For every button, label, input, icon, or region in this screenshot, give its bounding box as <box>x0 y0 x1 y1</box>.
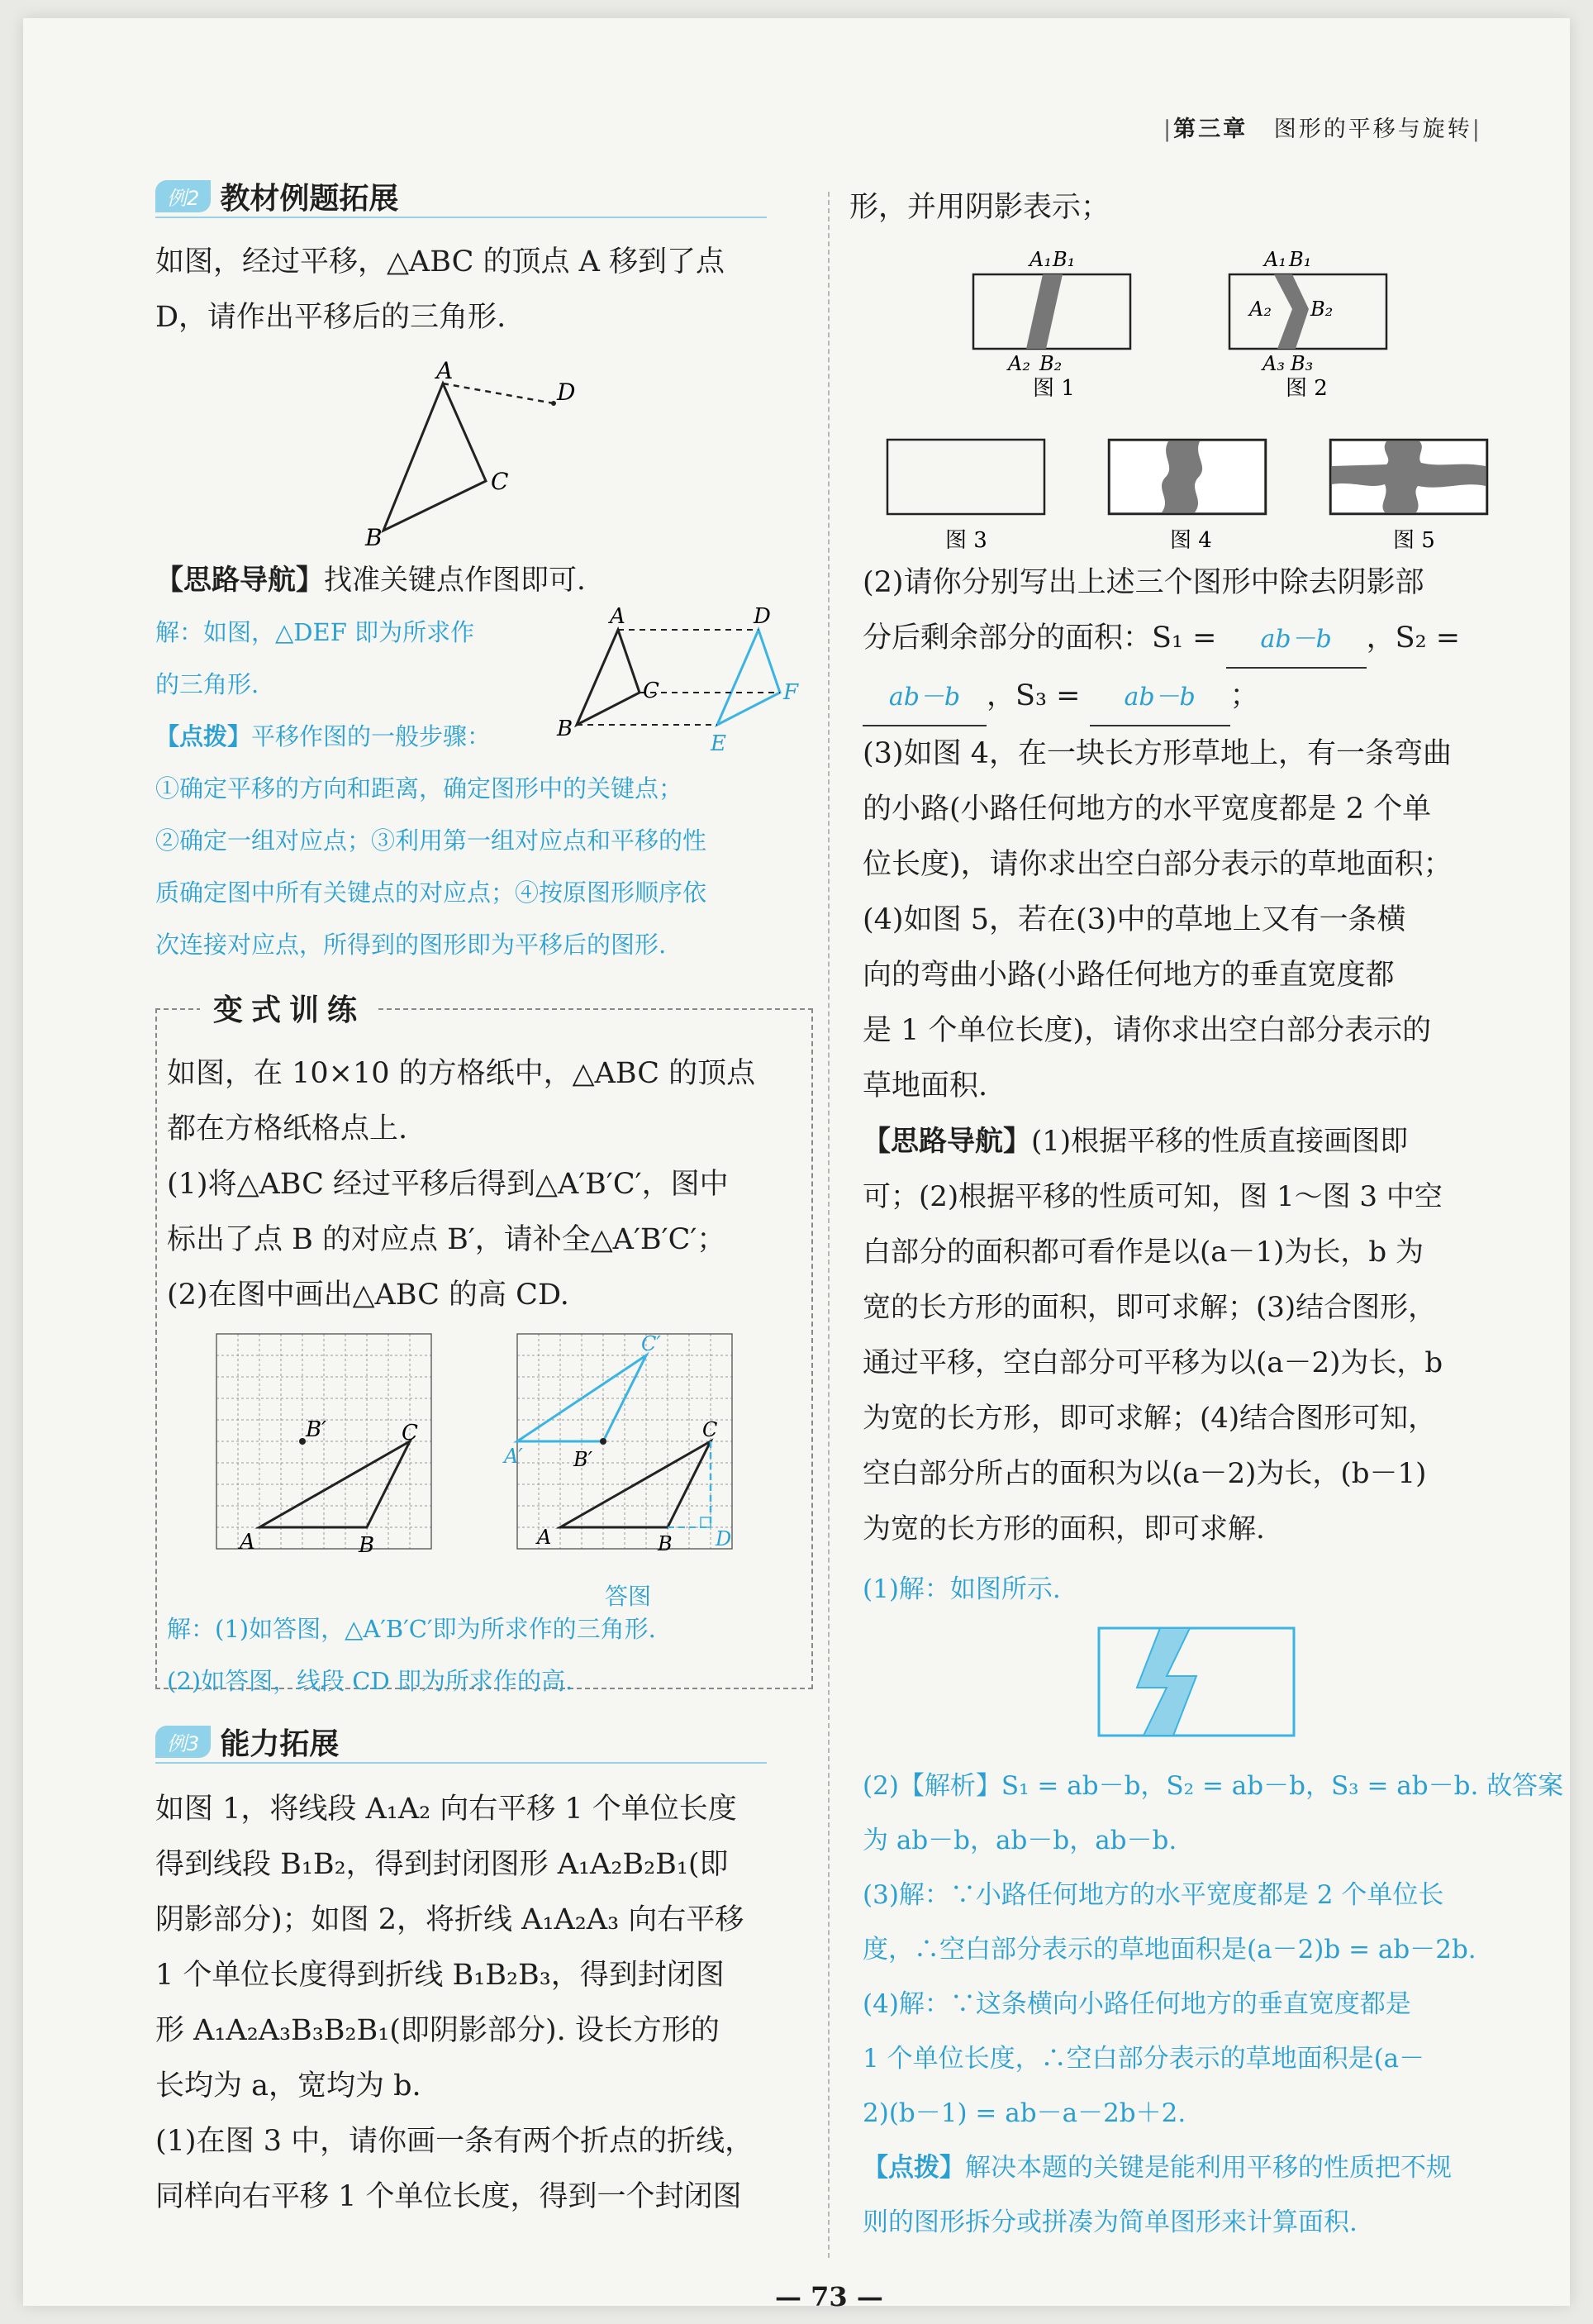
chapter-label: 第三章 <box>1173 117 1248 142</box>
example2-problem-line: 如图，经过平移，△ABC 的顶点 A 移到了点 <box>155 245 725 279</box>
chapter-title: 图形的平移与旋转 <box>1273 117 1472 142</box>
training-solution-line: (2)如答图，线段 CD 即为所求作的高. <box>167 1667 573 1695</box>
grid-label-a: A <box>537 1526 552 1549</box>
question-line: 草地面积. <box>863 1069 988 1102</box>
solution-3 <box>863 1868 1573 1977</box>
tip-line: 则的图形拆分或拼凑为简单图形来计算面积. <box>863 2207 1358 2237</box>
figure-2 <box>1213 235 1411 400</box>
page-number: — 73 — <box>775 2281 883 2312</box>
example2-thinking <box>155 555 586 605</box>
example3-line: 形 A₁A₂A₃B₃B₂B₁(即阴影部分). 设长方形的 <box>155 2014 720 2047</box>
example2-title: 教材例题拓展 <box>220 182 399 216</box>
thinking-line: 空白部分所占的面积为以(a－2)为长，(b－1) <box>863 1457 1427 1490</box>
question-line: 是 1 个单位长度)，请你求出空白部分表示的 <box>863 1014 1432 1047</box>
solution-1: (1)解：如图所示. <box>863 1574 1061 1604</box>
fig2-label-a2: A₂ <box>1249 298 1272 321</box>
example2-tip <box>155 711 816 971</box>
grid-label-c: C <box>402 1421 418 1445</box>
blank-s1: ab－b <box>1226 612 1367 669</box>
grid-figure <box>207 1324 446 1564</box>
question-line: ，S₂ = <box>1366 621 1461 655</box>
grid-label-c: C <box>702 1418 718 1441</box>
page <box>23 18 1570 2312</box>
figure-1 <box>957 235 1155 400</box>
grid-label-d: D <box>716 1527 732 1550</box>
question-line: (3)如图 4，在一块长方形草地上，有一条弯曲 <box>863 737 1452 770</box>
training-problem <box>167 1046 803 1323</box>
thinking-label: 【思路导航】 <box>155 564 324 597</box>
fig2-label-b2: B₂ <box>1310 298 1334 321</box>
solution-line: (2)【解析】S₁ = ab－b，S₂ = ab－b，S₃ = ab－b. 故答案 <box>863 1771 1564 1801</box>
blank-s3: ab－b <box>1090 669 1230 726</box>
training-solution-line: 解：(1)如答图，△A′B′C′即为所求作的三角形. <box>167 1615 656 1643</box>
question-line: ，S₃ = <box>987 679 1081 712</box>
training-solution <box>167 1603 803 1707</box>
example3-heading <box>155 1721 339 1763</box>
answer-grid-figure <box>504 1317 772 1582</box>
thinking-text: 找准关键点作图即可. <box>324 564 586 597</box>
tip-step: ①确定平移的方向和距离，确定图形中的关键点； <box>155 774 683 802</box>
label-d: D <box>557 379 576 406</box>
label-c: C <box>491 468 509 495</box>
tip-line: 解决本题的关键是能利用平移的性质把不规 <box>965 2153 1452 2183</box>
example3-line: (1)在图 3 中，请你画一条有两个折点的折线， <box>155 2125 754 2158</box>
blank-s2: ab－b <box>863 669 987 726</box>
label-a: A <box>610 604 625 629</box>
example2-heading <box>155 175 398 217</box>
fig2-label-a1: A₁ <box>1264 248 1286 271</box>
solution-1-figure <box>1094 1622 1301 1745</box>
figures-3-4-5 <box>864 423 1591 555</box>
question-line: (2)请你分别写出上述三个图形中除去阴影部 <box>863 566 1424 599</box>
example3-tip <box>863 2141 1573 2250</box>
example3-right-questions <box>863 555 1573 1114</box>
solution-line: 为 ab－b，ab－b，ab－b. <box>863 1826 1177 1855</box>
label-b: B <box>557 717 573 741</box>
training-line: (2)在图中画出△ABC 的高 CD. <box>167 1279 569 1312</box>
example3-line: 得到线段 B₁B₂，得到封闭图形 A₁A₂B₂B₁(即 <box>155 1848 729 1881</box>
tip-step: 质确定图中所有关键点的对应点；④按原图形顺序依 <box>155 879 707 907</box>
tip-label: 【点拨】 <box>863 2153 965 2183</box>
fig1-caption: 图 1 <box>1033 376 1075 401</box>
question-line: 的小路(小路任何地方的水平宽度都是 2 个单 <box>863 793 1432 826</box>
label-a: A <box>436 357 454 384</box>
fig2-caption: 图 2 <box>1286 376 1328 401</box>
thinking-line: 通过平移，空白部分可平移为以(a－2)为长，b <box>863 1346 1443 1379</box>
grid-label-bprime: B′ <box>306 1417 327 1442</box>
fig1-label-a2: A₂ <box>1008 352 1030 375</box>
question-line: (4)如图 5，若在(3)中的草地上又有一条横 <box>863 903 1406 936</box>
answer-figure-caption: 答图 <box>605 1583 652 1610</box>
tip-step: 次连接对应点，所得到的图形即为平移后的图形. <box>155 931 667 959</box>
chapter-header: |第三章 图形的平移与旋转| <box>1163 117 1482 142</box>
thinking-line: 为宽的长方形，即可求解；(4)结合图形可知， <box>863 1402 1437 1435</box>
label-e: E <box>711 731 726 756</box>
question-line: 向的弯曲小路(小路任何地方的垂直宽度都 <box>863 959 1395 992</box>
solution-line: 1 个单位长度，∴空白部分表示的草地面积是(a－ <box>863 2044 1425 2074</box>
thinking-label: 【思路导航】 <box>863 1125 1031 1158</box>
solution-line: 2)(b－1) = ab－a－2b＋2. <box>863 2098 1186 2128</box>
grid-label-bprime: B′ <box>573 1448 593 1471</box>
solution-line: 度，∴空白部分表示的草地面积是(a－2)b = ab－2b. <box>863 1935 1476 1964</box>
example3-tag: 例3 <box>155 1726 211 1758</box>
solution-4 <box>863 1977 1573 2141</box>
example3-line: 同样向右平移 1 个单位长度，得到一个封闭图 <box>155 2180 742 2213</box>
label-b: B <box>365 524 383 551</box>
question-line: 位长度)，请你求出空白部分表示的草地面积； <box>863 848 1453 881</box>
example3-line: 1 个单位长度得到折线 B₁B₂B₃，得到封闭图 <box>155 1959 725 1992</box>
example3-problem <box>155 1782 816 2225</box>
grid-label-cprime: C′ <box>641 1332 661 1355</box>
solution-line: (3)解：∵小路任何地方的水平宽度都是 2 个单位长 <box>863 1880 1444 1910</box>
label-c: C <box>643 679 659 703</box>
fig3-caption: 图 3 <box>945 528 987 553</box>
question-line: 分后剩余部分的面积：S₁ = <box>863 621 1217 655</box>
solution-2 <box>863 1759 1573 1868</box>
example2-problem-line: D，请作出平移后的三角形. <box>155 301 506 334</box>
training-line: 标出了点 B 的对应点 B′，请补全△A′B′C′； <box>167 1223 726 1256</box>
fig2-label-b1: B₁ <box>1289 248 1312 271</box>
grid-label-a: A <box>240 1530 255 1555</box>
example2-tag: 例2 <box>155 180 211 212</box>
training-title: 变式训练 <box>200 987 378 1029</box>
grid-label-b: B <box>658 1532 673 1555</box>
training-line: 如图，在 10×10 的方格纸中，△ABC 的顶点 <box>167 1057 756 1090</box>
training-line: (1)将△ABC 经过平移后得到△A′B′C′，图中 <box>167 1168 729 1201</box>
label-d: D <box>754 604 771 629</box>
fig1-label-b2: B₂ <box>1039 352 1063 375</box>
thinking-line: 为宽的长方形的面积，即可求解. <box>863 1512 1265 1545</box>
thinking-line: (1)根据平移的性质直接画图即 <box>1031 1125 1409 1158</box>
thinking-line: 宽的长方形的面积，即可求解；(3)结合图形， <box>863 1291 1437 1324</box>
fig2-label-b3: B₃ <box>1291 352 1314 375</box>
label-f: F <box>783 680 799 705</box>
solution-line: (4)解：∵这条横向小路任何地方的垂直宽度都是 <box>863 1989 1411 2019</box>
question-line: ； <box>1229 679 1259 712</box>
example2-problem <box>155 235 808 345</box>
thinking-line: 可；(2)根据平移的性质可知，图 1～图 3 中空 <box>863 1180 1443 1213</box>
fig1-label-b1: B₁ <box>1053 248 1076 271</box>
example3-thinking <box>863 1114 1573 1557</box>
grid-label-aprime: A′ <box>504 1445 523 1468</box>
example3-continued: 形，并用阴影表示； <box>849 191 1110 224</box>
example3-line: 如图 1，将线段 A₁A₂ 向右平移 1 个单位长度 <box>155 1793 737 1826</box>
tip-label: 【点拨】 <box>155 722 252 750</box>
solution-line: 的三角形. <box>155 670 259 698</box>
example3-line: 长均为 a，宽均为 b. <box>155 2069 421 2103</box>
thinking-line: 白部分的面积都可看作是以(a－1)为长，b 为 <box>863 1236 1424 1269</box>
solution-line: 解：如图，△DEF 即为所求作 <box>155 618 475 646</box>
fig1-label-a1: A₁ <box>1030 248 1052 271</box>
example3-title: 能力拓展 <box>220 1727 340 1761</box>
example2-figure <box>354 349 602 555</box>
example2-solution <box>155 607 585 711</box>
tip-text: 平移作图的一般步骤： <box>251 722 492 750</box>
grid-label-b: B <box>359 1533 375 1558</box>
example3-line: 阴影部分)；如图 2，将折线 A₁A₂A₃ 向右平移 <box>155 1903 744 1936</box>
fig5-caption: 图 5 <box>1393 528 1435 553</box>
tip-step: ②确定一组对应点；③利用第一组对应点和平移的性 <box>155 826 707 855</box>
training-line: 都在方格纸格点上. <box>167 1112 408 1145</box>
fig4-caption: 图 4 <box>1170 528 1212 553</box>
fig2-label-a3: A₃ <box>1263 352 1285 375</box>
column-divider <box>828 192 830 2258</box>
